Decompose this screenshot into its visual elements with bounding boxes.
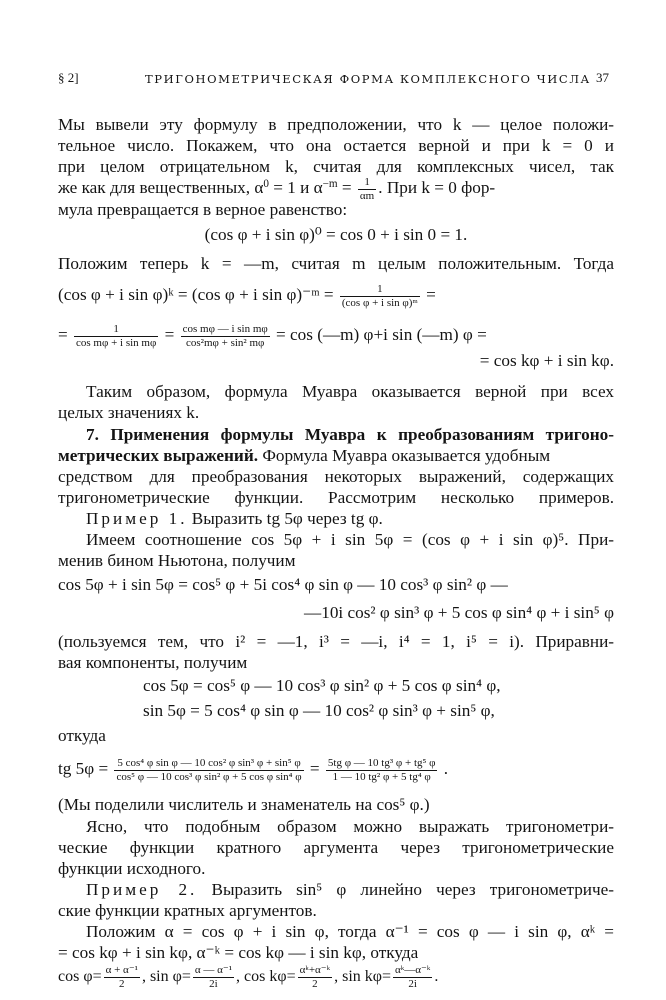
fraction-denominator: 1 — 10 tg² φ + 5 tg⁴ φ — [332, 770, 431, 783]
text-line: откуда — [58, 726, 106, 745]
text-line: Мы вывели эту формулу в предположении, что k — целое положи- — [58, 115, 614, 134]
running-title: ТРИГОНОМЕТРИЧЕСКАЯ ФОРМА КОМПЛЕКСНОГО ЧИСЛА — [145, 72, 591, 86]
fraction-numerator: α + α⁻¹ — [105, 964, 138, 976]
text-line: (пользуемся тем, что i² = —1, i³ = —i, i⁴ = 1, i⁵ = i). Приравни- — [58, 632, 614, 651]
equation: (cos φ + i sin φ)⁰ = cos 0 + i sin 0 = 1. — [204, 225, 468, 244]
text-line: вая компоненты, получим — [58, 653, 248, 672]
text-line: Положим теперь k = —m, считая m целым положительным. Тогда — [58, 254, 614, 273]
page-number: 37 — [596, 70, 609, 85]
equation — [58, 964, 614, 990]
text-fragment: Выразить sin⁵ φ линейно через тригонометриче- — [197, 880, 614, 899]
text-fragment: Формула Муавра оказывается удобным — [258, 446, 551, 465]
equation: = cos kφ + i sin kφ. — [479, 351, 614, 370]
fraction-denominator: cos mφ + i sin mφ — [76, 336, 157, 349]
equation: sin 5φ = 5 cos⁴ φ sin φ — 10 cos² φ sin³ φ + sin⁵ φ, — [143, 701, 495, 720]
equation-part: (cos φ + i sin φ)ᵏ = (cos φ + i sin φ)⁻ᵐ = — [58, 285, 338, 305]
section-marker: § 2] — [58, 70, 79, 85]
equation — [58, 283, 614, 309]
fraction — [114, 757, 303, 783]
equation-part: . — [434, 967, 439, 985]
text-fragment: Выразить tg 5φ через tg φ. — [187, 509, 383, 528]
equation-part: = cos (—m) φ+i sin (—m) φ = — [271, 325, 487, 345]
fraction-numerator: 1 — [74, 323, 158, 337]
example-heading — [86, 879, 614, 900]
example-label: Пример 1. — [86, 509, 188, 528]
text-line: ческие функции кратного аргумента через тригонометрические — [58, 838, 614, 857]
fraction-numerator: 1 — [340, 283, 420, 297]
text-line: Имеем соотношение cos 5φ + i sin 5φ = (cos φ + i sin φ)⁵. При- — [86, 530, 614, 549]
text-line: целых значениях k. — [58, 403, 200, 422]
text-line: тельное число. Покажем, что она остается верной и при k = 0 и — [58, 136, 614, 155]
text-line: менив бином Ньютона, получим — [58, 551, 296, 570]
equation: cos 5φ = cos⁵ φ — 10 cos³ φ sin² φ + 5 cos φ sin⁴ φ, — [143, 676, 501, 695]
text-fragment: = 1 и α — [268, 178, 323, 198]
fraction-denominator: cos⁵ φ — 10 cos³ φ sin² φ + 5 cos φ sin⁴ φ — [116, 770, 302, 783]
text-line-with-fraction: же как для вещественных, $\alpha^0 = 1$ и $\alpha^{-m}$ = $\frac{1}{\alpha m}$ . При k = 0 фор- — [58, 176, 496, 202]
fraction-denominator: 2i — [209, 977, 218, 990]
text-line: Положим α = cos φ + i sin φ, тогда α⁻¹ = cos φ — i sin φ, αᵏ = — [86, 922, 614, 941]
equation: cos 5φ + i sin 5φ = cos⁵ φ + 5i cos⁴ φ sin φ — 10 cos³ φ sin² φ — — [58, 575, 508, 594]
fraction-numerator: α — α⁻¹ — [194, 964, 233, 976]
equation: —10i cos² φ sin³ φ + 5 cos φ sin⁴ φ + i sin⁵ φ — [304, 603, 614, 622]
text-line: при целом отрицательном k, считая для комплексных чисел, так — [58, 157, 614, 176]
fraction-numerator: 5 cos⁴ φ sin φ — 10 cos² φ sin³ φ + sin⁵ φ — [114, 757, 303, 771]
fraction-numerator: αᵏ+α⁻ᵏ — [299, 964, 331, 976]
text-line: = cos kφ + i sin kφ, α⁻ᵏ = cos kφ — i sin kφ, откуда — [58, 943, 419, 962]
example-label: Пример 2. — [86, 880, 198, 899]
text-line: Таким образом, формула Муавра оказывается верной при всех — [86, 382, 614, 401]
fraction-numerator: cos mφ — i sin mφ — [182, 323, 268, 335]
equation-part: , cos kφ= — [236, 967, 296, 985]
fraction-denominator: 2 — [119, 977, 125, 990]
equation-part: , sin kφ= — [334, 967, 392, 985]
fraction — [74, 323, 158, 349]
fraction-numerator: αᵏ—α⁻ᵏ — [395, 964, 431, 976]
equation-part: tg 5φ = — [58, 759, 113, 779]
section-heading: 7. Применения формулы Муавра к преобразованиям тригоно- — [86, 425, 614, 444]
equation-part: = — [421, 285, 436, 305]
equation-part: = — [305, 759, 324, 779]
fraction — [298, 964, 332, 990]
text-line: Ясно, что подобным образом можно выражать тригонометри- — [86, 817, 614, 836]
text-line: мула превращается в верное равенство: — [58, 200, 348, 219]
fraction — [340, 283, 420, 309]
equation-part: = — [160, 325, 179, 345]
text-line: (Мы поделили числитель и знаменатель на cos⁵ φ.) — [58, 795, 430, 814]
text-fragment: = — [337, 178, 356, 198]
text-line: средством для преобразования некоторых выражений, содержащих — [58, 467, 614, 486]
equation-part: , sin φ= — [141, 967, 191, 985]
fraction-numerator: 1 — [358, 176, 376, 190]
fraction-denominator: (cos φ + i sin φ)ᵐ — [341, 296, 418, 309]
equation — [58, 323, 614, 349]
fraction — [104, 964, 140, 990]
text-line: тригонометрические функции. Рассмотрим несколько примеров. — [58, 488, 614, 507]
text-line: функции исходного. — [58, 859, 206, 878]
equation-part: = — [58, 325, 72, 345]
fraction — [193, 964, 234, 990]
equation-part: . — [439, 759, 449, 779]
fraction-denominator: cos²mφ + sin² mφ — [186, 336, 265, 349]
fraction — [393, 964, 432, 990]
fraction-denominator: 2 — [312, 977, 318, 990]
text-fragment: же как для вещественных, α — [58, 178, 264, 198]
fraction-numerator: 5tg φ — 10 tg³ φ + tg⁵ φ — [327, 757, 436, 769]
text-line — [58, 445, 614, 466]
equation-part: cos φ= — [58, 967, 102, 985]
section-heading: метрических выражений. — [58, 446, 259, 465]
fraction — [181, 323, 270, 349]
text-fragment: . При k = 0 фор- — [378, 178, 496, 198]
equation — [58, 757, 614, 783]
fraction-denominator: 2i — [408, 977, 417, 990]
fraction-denominator: αm — [359, 189, 375, 202]
fraction — [326, 757, 438, 783]
example-heading — [86, 508, 614, 529]
text-line: ские функции кратных аргументов. — [58, 901, 317, 920]
